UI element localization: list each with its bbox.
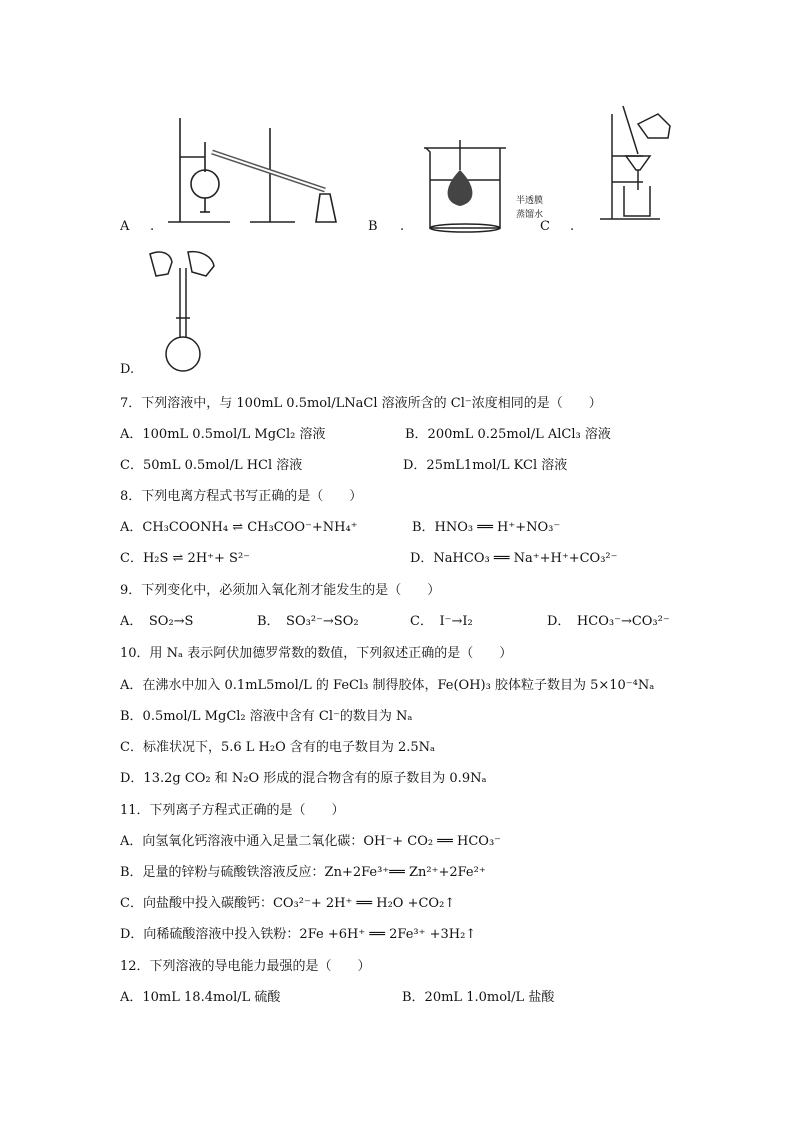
q9-option-c: C． I⁻→I₂ [410, 614, 473, 629]
figure-a-letter: A [120, 219, 130, 234]
q8-option-a: A．CH₃COONH₄ ⇌ CH₃COO⁻+NH₄⁺ [120, 520, 358, 535]
q12-stem: 12．下列溶液的导电能力最强的是（ ） [120, 959, 371, 974]
q12-option-a: A．10mL 18.4mol/L 硫酸 [120, 990, 281, 1005]
q10-option-c: C．标准状况下，5.6 L H₂O 含有的电子数目为 2.5Nₐ [120, 740, 436, 755]
q12-option-b: B．20mL 1.0mol/L 盐酸 [402, 990, 555, 1005]
figure-a-dot: . [150, 219, 155, 234]
q11-option-d: D．向稀硫酸溶液中投入铁粉：2Fe +6H⁺ ══ 2Fe³⁺ +3H₂↑ [120, 927, 477, 942]
q7-option-c: C．50mL 0.5mol/L HCl 溶液 [120, 458, 303, 473]
q9-option-a: A． SO₂→S [120, 614, 194, 629]
q9-option-d: D． HCO₃⁻→CO₃²⁻ [547, 614, 670, 629]
figure-c-letter: C [540, 219, 550, 234]
q7-option-a: A．100mL 0.5mol/L MgCl₂ 溶液 [120, 427, 326, 442]
q11-option-a: A．向氢氧化钙溶液中通入足量二氧化碳：OH⁻+ CO₂ ══ HCO₃⁻ [120, 834, 502, 849]
figure-b-dot: . [400, 219, 405, 234]
q10-option-b: B．0.5mol/L MgCl₂ 溶液中含有 Cl⁻的数目为 Nₐ [120, 709, 413, 724]
q8-stem: 8．下列电离方程式书写正确的是（ ） [120, 489, 363, 504]
dialysis-beaker-figure [420, 140, 510, 235]
q11-option-c: C．向盐酸中投入碳酸钙：CO₃²⁻+ 2H⁺ ══ H₂O +CO₂↑ [120, 896, 456, 911]
q10-option-a: A．在沸水中加入 0.1mL5mol/L 的 FeCl₃ 制得胶体，Fe(OH)₃ 胶体粒子数目为 5×10⁻⁴Nₐ [120, 678, 655, 693]
q8-option-d: D．NaHCO₃ ══ Na⁺+H⁺+CO₃²⁻ [410, 551, 618, 566]
q9-option-b: B． SO₃²⁻→SO₂ [257, 614, 359, 629]
q11-stem: 11．下列离子方程式正确的是（ ） [120, 803, 345, 818]
figure-d-dot: . [130, 362, 135, 377]
figure-d-letter: D [120, 362, 131, 377]
q10-stem: 10．用 Nₐ 表示阿伏加德罗常数的数值，下列叙述正确的是（ ） [120, 646, 513, 661]
membrane-label: 半透膜 [516, 196, 544, 206]
figure-c-dot: . [570, 219, 575, 234]
q8-option-b: B．HNO₃ ══ H⁺+NO₃⁻ [412, 520, 561, 535]
q9-stem: 9．下列变化中，必须加入氧化剂才能发生的是（ ） [120, 583, 441, 598]
distillation-apparatus-figure [160, 112, 350, 232]
water-label: 蒸馏水 [516, 210, 544, 220]
q7-option-d: D．25mL1mol/L KCl 溶液 [403, 458, 568, 473]
q8-option-c: C．H₂S ⇌ 2H⁺+ S²⁻ [120, 551, 251, 566]
filtration-apparatus-figure [598, 104, 678, 229]
q10-option-d: D．13.2g CO₂ 和 N₂O 形成的混合物含有的原子数目为 0.9Nₐ [120, 771, 487, 786]
figure-b-letter: B [368, 219, 378, 234]
q7-stem: 7．下列溶液中，与 100mL 0.5mol/LNaCl 溶液所含的 Cl⁻浓度相同的是（ ） [120, 396, 602, 411]
volumetric-flask-figure [140, 248, 230, 376]
q7-option-b: B．200mL 0.25mol/L AlCl₃ 溶液 [405, 427, 611, 442]
q11-option-b: B．足量的锌粉与硫酸铁溶液反应：Zn+2Fe³⁺══ Zn²⁺+2Fe²⁺ [120, 865, 486, 880]
